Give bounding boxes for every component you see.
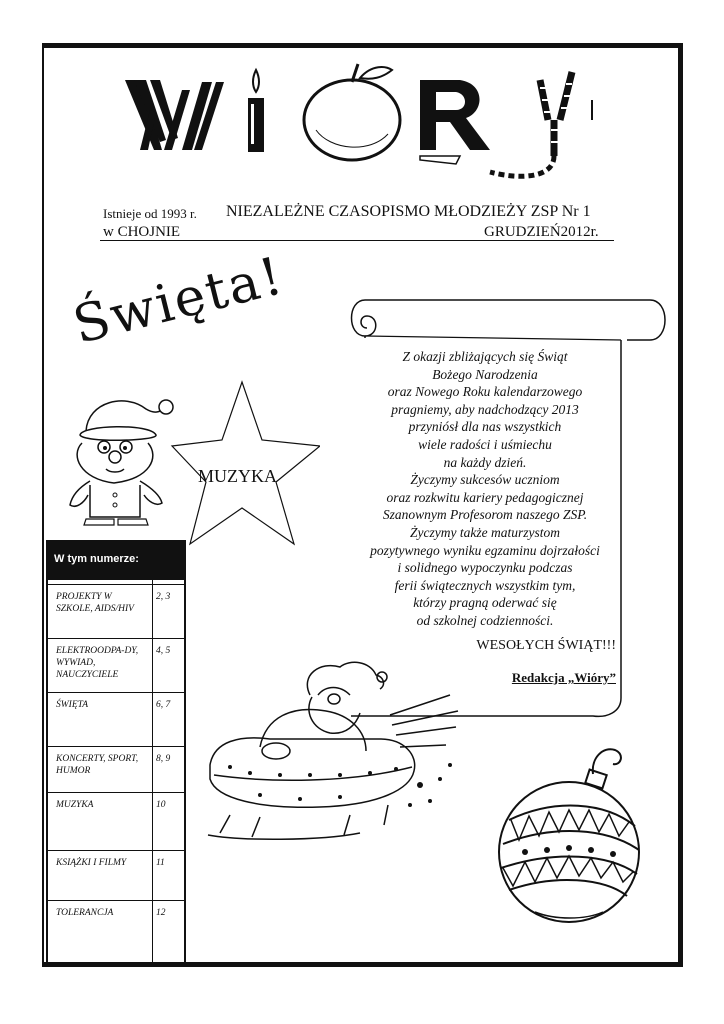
toc-row-label: MUZYKA — [56, 800, 94, 810]
toc-row[interactable] — [48, 638, 186, 693]
greeting-line: Bożego Narodzenia — [432, 366, 538, 382]
toc-row[interactable] — [48, 584, 186, 639]
tagline: NIEZALEŻNE CZASOPISMO MŁODZIEŻY ZSP Nr 1 — [226, 203, 591, 220]
greeting-text — [350, 348, 620, 630]
toc-row[interactable] — [48, 692, 186, 747]
toc-row-pages: 10 — [156, 800, 166, 810]
santa-head-illustration — [66, 395, 178, 527]
masthead-logo — [120, 60, 600, 190]
toc-row-label: KSIĄŻKI I FILMY — [56, 858, 127, 868]
wishes-line: WESOŁYCH ŚWIĄT!!! — [476, 638, 616, 653]
toc-row-pages: 2, 3 — [156, 592, 171, 602]
toc-row[interactable] — [48, 900, 186, 966]
greeting-line: Z okazji zbliżających się Świąt — [402, 349, 568, 364]
toc-row-label: TOLERANCJA — [56, 908, 114, 918]
bauble-ornament-illustration — [495, 740, 645, 930]
toc-row[interactable] — [48, 746, 186, 793]
toc-row-label: PROJEKTY W SZKOLE, AIDS/HIV — [56, 592, 134, 614]
toc-row-label: KONCERTY, SPORT, HUMOR — [56, 754, 139, 776]
toc-row[interactable] — [48, 792, 186, 851]
greeting-line: pozytywnego wyniku egzaminu dojrzałości — [370, 542, 600, 558]
toc-row-pages: 4, 5 — [156, 646, 171, 656]
table-of-contents — [46, 580, 186, 965]
greeting-line: wiele radości i uśmiechu — [418, 436, 552, 452]
toc-row-pages: 6, 7 — [156, 700, 171, 710]
signature: Redakcja „Wióry” — [511, 670, 616, 685]
toc-row[interactable] — [48, 850, 186, 901]
toc-heading: W tym numerze: — [46, 540, 186, 580]
greeting-line: na każdy dzień. — [443, 454, 527, 470]
greeting-line: pragniemy, aby nadchodzący 2013 — [391, 401, 579, 417]
greeting-line: ferii świątecznych wszystkim tym, — [394, 577, 576, 593]
santa-sled-illustration — [200, 655, 462, 845]
toc-row-pages: 8, 9 — [156, 754, 171, 764]
greeting-line: Życzymy sukcesów uczniom — [410, 472, 560, 488]
toc-row-label: ELEKTROODPA-DY, WYWIAD, NAUCZYCIELE — [56, 646, 139, 680]
toc-row-pages: 12 — [156, 908, 166, 918]
city-label: w CHOJNIE — [103, 224, 181, 240]
greeting-line: Szanownym Profesorom naszego ZSP. — [382, 507, 588, 523]
greeting-line: Życzymy także maturzystom — [410, 524, 560, 540]
greeting-line: i solidnego wypoczynku podczas — [397, 560, 573, 576]
star-label: MUZYKA — [198, 466, 277, 486]
greeting-line: od szkolnej codzienności. — [416, 612, 554, 628]
greeting-line: oraz rozkwitu kariery pedagogicznej — [386, 489, 584, 505]
toc-row-pages: 11 — [156, 858, 165, 868]
founded-note: Istnieje od 1993 r. — [103, 206, 197, 221]
issue-date: GRUDZIEŃ2012r. — [484, 224, 599, 240]
greeting-line: przyniósł dla nas wszystkich — [408, 419, 562, 435]
toc-row-label: ŚWIĘTA — [56, 700, 89, 710]
header-rule — [100, 240, 614, 241]
star-outline — [170, 378, 320, 548]
greeting-line: oraz Nowego Roku kalendarzowego — [387, 384, 583, 400]
greeting-line: którzy pragną oderwać się — [413, 595, 557, 611]
headline: Święta! — [67, 245, 290, 356]
